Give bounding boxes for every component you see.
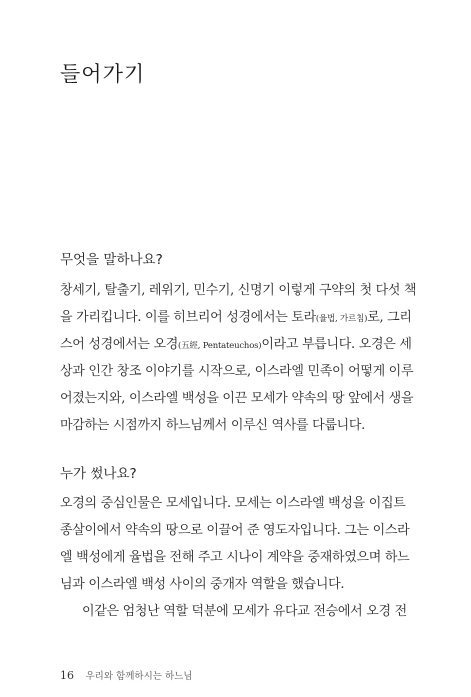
- body-text: 로, 그리: [367, 310, 412, 325]
- body-line: 님과 이스라엘 백성 사이의 중개자 역할을 했습니다.: [60, 577, 345, 592]
- page-title: 들어가기: [60, 62, 146, 86]
- body-line: 어졌는지와, 이스라엘 백성을 이끈 모세가 약속의 땅 앞에서 생을: [60, 391, 414, 406]
- body-line: 이같은 엄청난 역할 덕분에 모세가 유다교 전승에서 오경 전: [82, 604, 407, 619]
- book-title: 우리와 함께하시는 하느님: [85, 671, 193, 682]
- page-number: 16: [60, 669, 74, 682]
- page-footer: [60, 668, 193, 682]
- footnote-inline: (五經, Pentateuchos): [178, 341, 262, 351]
- body-line: 오경의 중심인물은 모세입니다. 모세는 이스라엘 백성을 이집트: [60, 496, 406, 511]
- body-line: 엘 백성에게 율법을 전해 주고 시나이 계약을 중재하였으며 하느: [60, 550, 410, 565]
- body-line: 창세기, 탈출기, 레위기, 민수기, 신명기 이렇게 구약의 첫 다섯 책: [60, 283, 417, 298]
- body-line: [60, 333, 416, 352]
- body-text: 이라고 부릅니다. 오경은 세: [261, 337, 412, 352]
- body-line: [60, 306, 416, 325]
- section-heading-what: 무엇을 말하나요?: [60, 252, 163, 268]
- footnote-inline: (율법, 가르침): [315, 314, 368, 324]
- section-heading-who: 누가 썼나요?: [60, 466, 137, 482]
- body-text: 스어 성경에서는 오경: [60, 337, 178, 352]
- body-line: 마감하는 시점까지 하느님께서 이루신 역사를 다룹니다.: [60, 418, 365, 433]
- body-text: 을 가리킵니다. 이를 히브리어 성경에서는 토라: [60, 310, 316, 325]
- body-line: 종살이에서 약속의 땅으로 이끌어 준 영도자입니다. 그는 이스라: [60, 523, 410, 538]
- body-line: 상과 인간 창조 이야기를 시작으로, 이스라엘 민족이 어떻게 이루: [60, 364, 414, 379]
